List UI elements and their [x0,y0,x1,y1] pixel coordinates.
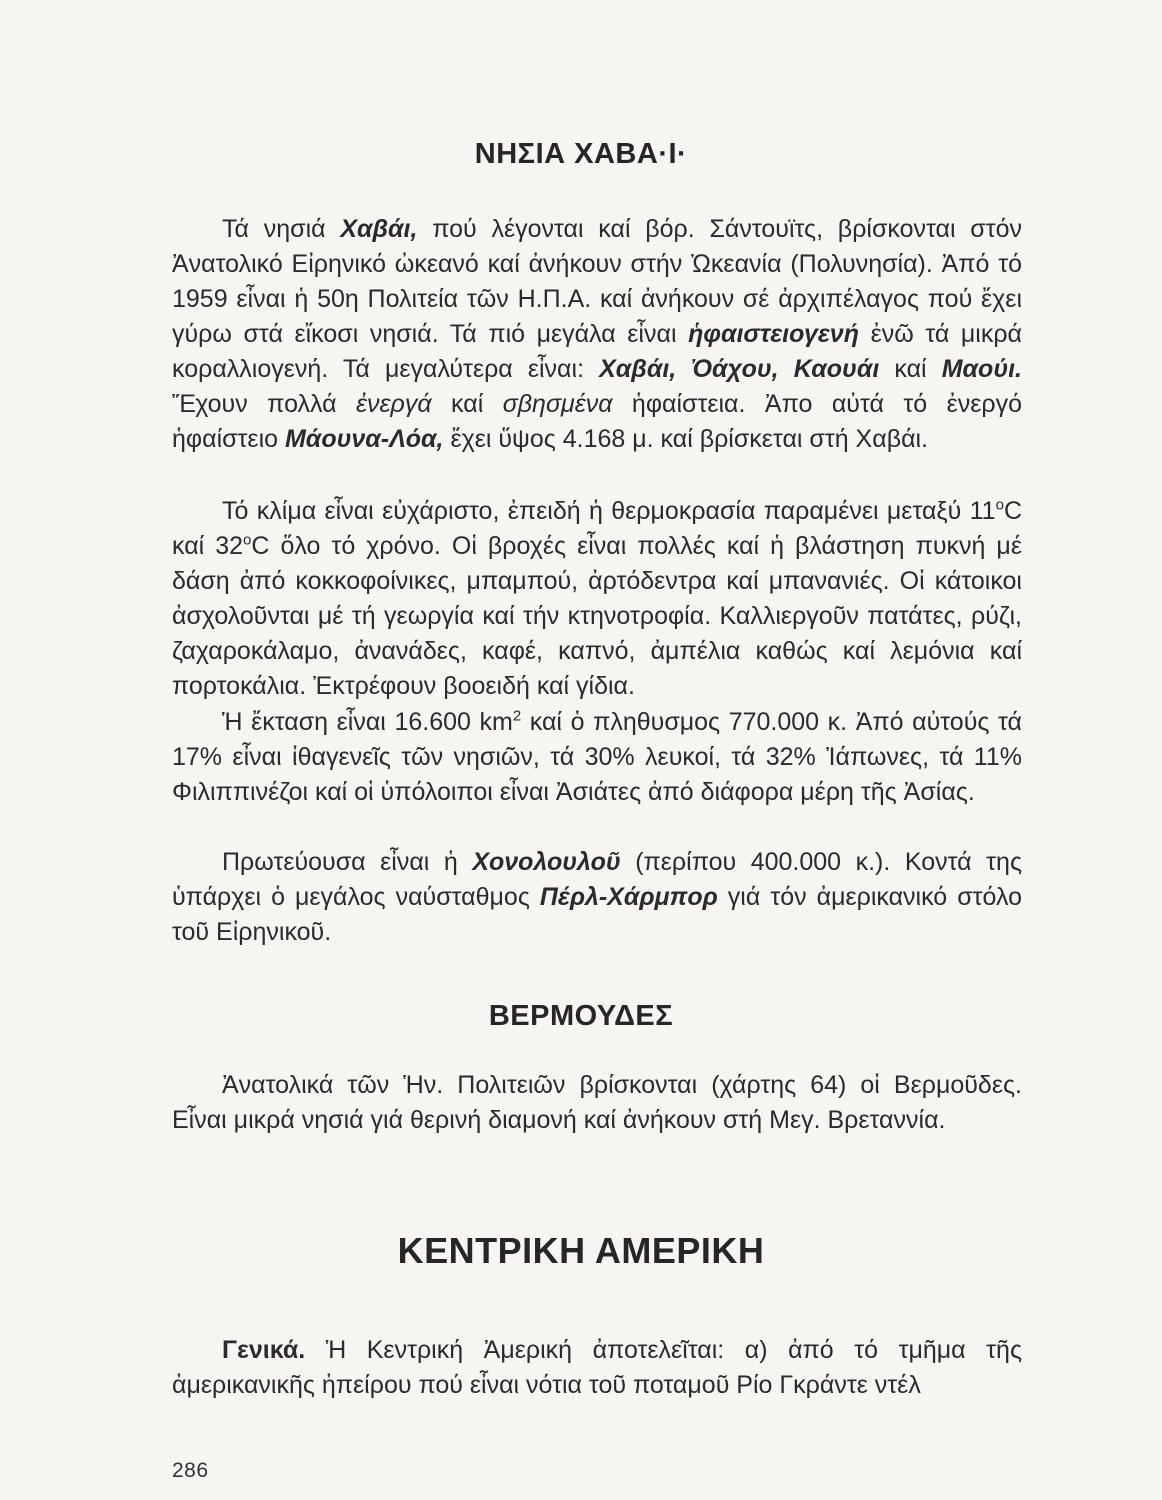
emphasis-hawaii: Χαβάι, [340,215,418,243]
emphasis-largest-islands: Χαβάι, Ὀάχου, Καουάι [599,355,880,383]
text-span: ἔχει ὕψος 4.168 μ. καί βρίσκεται στή Χαβάι. [443,425,929,453]
emphasis-maui: Μαούι. [941,355,1022,383]
text-span: γιά τόν ἀμερικανικό στόλο τοῦ Εἰρηνικοῦ. [172,883,1022,946]
heading-central-america: ΚΕΝΤΡΙΚΗ ΑΜΕΡΙΚΗ [397,1230,765,1271]
text-span: ἡφαίστεια. Ἀπο αὐτά τό ἐνεργό ἡφαίστειο [172,390,1023,453]
squared-superscript: 2 [512,707,522,725]
paragraph-capital [172,845,1022,950]
page-number: 286 [172,1459,209,1482]
emphasis-volcanic: ἡφαιστειογενή [688,320,859,348]
text-span: Ἡ ἔκταση εἶναι 16.600 km [222,708,513,736]
text-span: C ὅλο τό χρόνο. Οἱ βροχές εἶναι πολλές καί ἡ βλάστηση πυκνή μέ δάση ἀπό κοκκοφοίνικες, μπαμπού, ἀρτόδεντρα καί μπανανιές. Οἱ κάτοικοι ἀσχολοῦνται μέ τή γεωργία καί τήν κτηνοτροφία. Καλλιεργοῦν πατάτες, ρύζι, ζαχαροκάλαμο, ἀνανάδες, καφέ, καπνό, ἀμπέλια καθώς καί λεμόνια καί πορτοκάλια. Ἐκτρέφουν βοοειδή καί γίδια. [172,532,1022,700]
text-span: Ἔχουν πολλά [172,390,357,418]
paragraph-population [172,705,1022,810]
emphasis-pearl-harbor: Πέρλ-Χάρμπορ [539,883,718,911]
emphasis-mauna-loa: Μάουνα-Λόα, [284,425,444,453]
text-span: (περίπου 400.000 κ.). Κοντά της ὑπάρχει ὁ μεγάλος ναύσταθμος [172,848,1022,911]
text-span: Ἀνατολικά τῶν Ἡν. Πολιτειῶν βρίσκονται (χάρτης 64) οἱ Βερμοῦδες. Εἶναι μικρά νησιά γιά θερινή διαμονή καί ἀνήκουν στή Μεγ. Βρεταννία. [172,1071,1022,1134]
text-span: C καί 32 [172,497,1022,560]
text-span: Πρωτεύουσα εἶναι ἡ [222,848,473,876]
text-span: καί [879,355,942,383]
text-span: Τά νησιά [222,215,341,243]
degree-superscript: o [243,531,252,549]
paragraph-hawaii-intro [172,212,1022,457]
text-span: καί [431,390,503,418]
text-span: Τό κλίμα εἶναι εὐχάριστο, ἐπειδή ἡ θερμοκρασία παραμένει μεταξύ 11 [222,497,996,525]
text-span: πού λέγονται καί βόρ. Σάντουϊτς, βρίσκονται στόν Ἀνατολικό Εἰρηνικό ὠκεανό καί ἀνήκουν στήν Ὠκεανία (Πολυνησία). Ἀπό τό 1959 εἶναι ἡ 50η Πολιτεία τῶν Η.Π.Α. καί ἀνήκουν σέ ἀρχιπέλαγος πού ἔχει γύρω στά εἴκοσι νησιά. Τά πιό μεγάλα εἶναι [172,215,1022,348]
paragraph-bermuda [172,1068,1022,1138]
emphasis-active: ἐνεργά [356,390,432,418]
lead-in-general: Γενικά. [222,1336,306,1364]
paragraph-central-america-general [172,1333,1022,1403]
text-span: καί ὁ πληθυσμος 770.000 κ. Ἀπό αὐτούς τά 17% εἶναι ἰθαγενεῖς τῶν νησιῶν, τά 30% λευκοί, τά 32% Ἰάπωνες, τά 11% Φιλιππινέζοι καί οἱ ὑπόλοιποι εἶναι Ἀσιάτες ἀπό διάφορα μέρη τῆς Ἀσίας. [172,708,1022,806]
text-span: ἐνῶ τά μικρά κοραλλιογενή. Τά μεγαλύτερα εἶναι: [172,320,1023,383]
heading-hawaii: ΝΗΣΙΑ ΧΑΒΑ·Ι· [474,138,688,170]
heading-bermuda: ΒΕΡΜΟΥΔΕΣ [488,1000,674,1032]
text-span: Ἡ Κεντρική Ἀμερική ἀποτελεῖται: α) ἀπό τό τμῆμα τῆς ἀμερικανικῆς ἠπείρου πού εἶναι νότια τοῦ ποταμοῦ Ρίο Γκράντε ντέλ [172,1336,1022,1399]
emphasis-honolulu: Χονολουλοῦ [472,848,621,876]
paragraph-climate [172,494,1022,704]
emphasis-extinct: σβησμένα [502,390,613,418]
degree-superscript: o [995,496,1004,514]
